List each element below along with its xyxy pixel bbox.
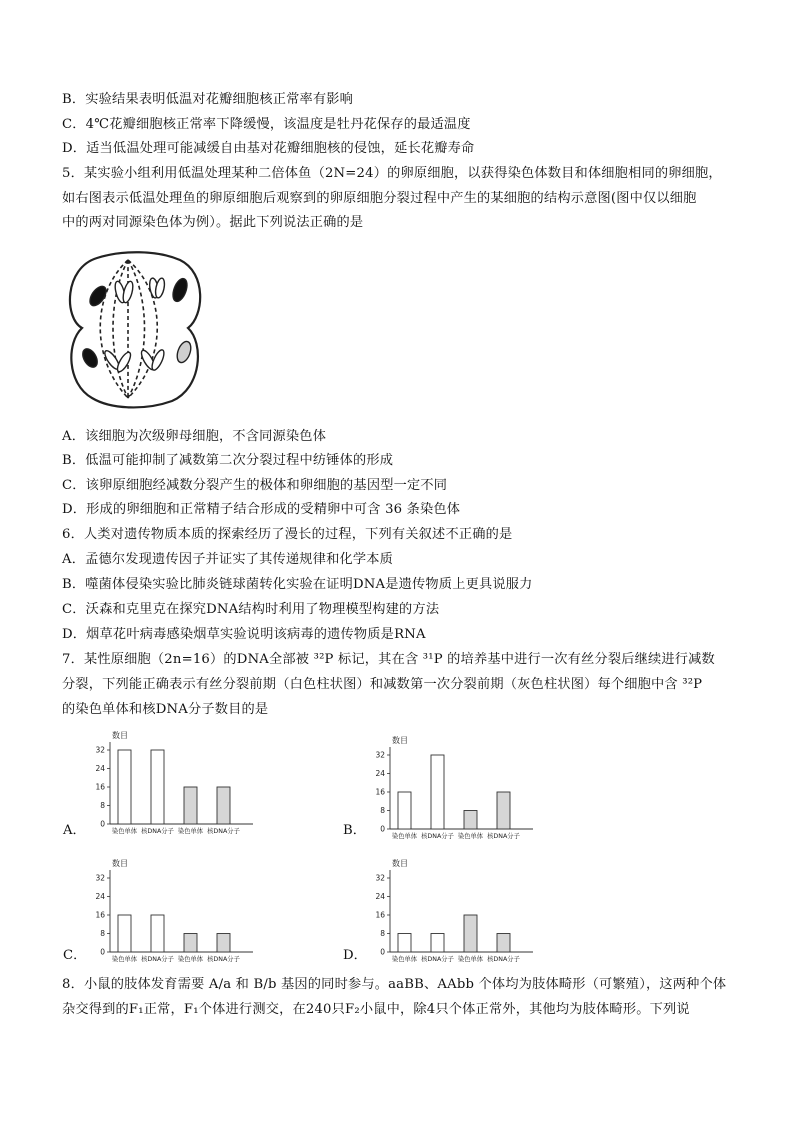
x-tick-label: 染色单体	[457, 956, 484, 963]
q6-option-d: D．烟草花叶病毒感染烟草实验说明该病毒的遗传物质是RNA	[62, 627, 426, 642]
x-tick-label: 染色单体	[391, 833, 418, 840]
x-tick-label: 核DNA分子	[207, 956, 240, 963]
bar	[431, 934, 444, 953]
x-tick-label: 染色单体	[177, 828, 204, 835]
x-tick-label: 染色单体	[111, 956, 138, 963]
bar	[118, 750, 131, 824]
q6-option-c: C．沃森和克里克在探究DNA结构时利用了物理模型构建的方法	[62, 602, 440, 617]
bar	[398, 792, 411, 829]
bar	[464, 915, 477, 952]
bar	[151, 915, 164, 952]
x-tick-label: 染色单体	[111, 828, 138, 835]
y-axis-label: 数目	[112, 859, 128, 868]
x-tick-label: 核DNA分子	[141, 956, 174, 963]
y-tick-label: 32	[375, 750, 385, 760]
y-tick-label: 16	[95, 910, 105, 920]
chart-option-d-label: D．	[343, 948, 367, 963]
y-tick-label: 32	[95, 745, 105, 755]
q6-option-a: A．孟德尔发现遗传因子并证实了其传递规律和化学本质	[62, 552, 394, 567]
bar	[464, 811, 477, 830]
chart-option-b-label: B．	[343, 823, 366, 838]
q6-option-b: B．噬菌体侵染实验比肺炎链球菌转化实验在证明DNA是遗传物质上更具说服力	[62, 577, 533, 592]
q7-stem-line-3: 的染色单体和核DNA分子数目的是	[62, 702, 269, 717]
chart-d	[368, 856, 538, 968]
y-tick-label: 24	[375, 892, 385, 901]
bar	[118, 915, 131, 952]
q4-option-d: D．适当低温处理可能减缓自由基对花瓣细胞核的侵蚀，延长花瓣寿命	[62, 141, 475, 156]
y-tick-label: 0	[100, 819, 105, 829]
y-tick-label: 24	[375, 769, 385, 778]
x-tick-label: 染色单体	[177, 956, 204, 963]
x-tick-label: 核DNA分子	[141, 828, 174, 835]
x-tick-label: 染色单体	[457, 833, 484, 840]
q4-option-c: C．4℃花瓣细胞核正常率下降缓慢，该温度是牡丹花保存的最适温度	[62, 117, 471, 132]
y-tick-label: 8	[380, 806, 385, 815]
q7-stem-line-2: 分裂，下列能正确表示有丝分裂前期（白色柱状图）和减数第一次分裂前期（灰色柱状图）每个细胞中含 ³²P	[62, 677, 703, 692]
bar	[217, 934, 230, 953]
y-tick-label: 32	[375, 873, 385, 883]
chart-b	[368, 733, 538, 845]
y-tick-label: 8	[100, 801, 105, 810]
bar	[217, 787, 230, 824]
chart-c	[88, 856, 258, 968]
bar	[497, 934, 510, 953]
q5-stem-line-1: 5．某实验小组利用低温处理某种二倍体鱼（2N=24）的卵原细胞，以获得染色体数目和体细胞相同的卵细胞，	[62, 166, 722, 181]
q8-stem-line-2: 杂交得到的F₁正常，F₁个体进行测交，在240只F₂小鼠中，除4只个体正常外，其他均为肢体畸形。下列说	[62, 1002, 690, 1017]
x-tick-label: 核DNA分子	[421, 833, 454, 840]
y-tick-label: 16	[375, 910, 385, 920]
cell-division-diagram	[62, 248, 207, 410]
bar	[184, 934, 197, 953]
y-tick-label: 16	[375, 787, 385, 797]
q5-stem-line-2: 如右图表示低温处理鱼的卵原细胞后观察到的卵原细胞分裂过程中产生的某细胞的结构示意图(图中仅以细胞	[62, 191, 697, 206]
bar	[431, 755, 444, 829]
x-tick-label: 核DNA分子	[421, 956, 454, 963]
bar	[151, 750, 164, 824]
q5-option-c: C．该卵原细胞经减数分裂产生的极体和卵细胞的基因型一定不同	[62, 478, 448, 493]
q5-stem-line-3: 中的两对同源染色体为例）。据此下列说法正确的是	[62, 215, 364, 230]
y-tick-label: 24	[95, 892, 105, 901]
q5-option-a: A．该细胞为次级卵母细胞，不含同源染色体	[62, 429, 327, 444]
bar	[184, 787, 197, 824]
q4-option-b: B．实验结果表明低温对花瓣细胞核正常率有影响	[62, 92, 354, 107]
q8-stem-line-1: 8．小鼠的肢体发育需要 A/a 和 B/b 基因的同时参与。aaBB、AAbb 个体均为肢体畸形（可繁殖），这两种个体	[62, 977, 727, 992]
y-tick-label: 16	[95, 782, 105, 792]
chart-option-c-label: C．	[63, 948, 87, 963]
y-tick-label: 8	[380, 929, 385, 938]
y-tick-label: 0	[380, 947, 385, 957]
chart-a	[88, 728, 258, 840]
y-axis-label: 数目	[112, 731, 128, 740]
q6-stem: 6．人类对遗传物质本质的探索经历了漫长的过程，下列有关叙述不正确的是	[62, 527, 513, 542]
x-tick-label: 核DNA分子	[487, 956, 520, 963]
x-tick-label: 核DNA分子	[487, 833, 520, 840]
y-tick-label: 24	[95, 764, 105, 773]
x-tick-label: 核DNA分子	[207, 828, 240, 835]
y-tick-label: 8	[100, 929, 105, 938]
x-tick-label: 染色单体	[391, 956, 418, 963]
q5-option-d: D．形成的卵细胞和正常精子结合形成的受精卵中可含 36 条染色体	[62, 502, 461, 517]
bar	[497, 792, 510, 829]
y-axis-label: 数目	[392, 859, 408, 868]
y-tick-label: 0	[380, 824, 385, 834]
y-axis-label: 数目	[392, 736, 408, 745]
y-tick-label: 32	[95, 873, 105, 883]
chart-option-a-label: A．	[63, 823, 86, 838]
bar	[398, 934, 411, 953]
y-tick-label: 0	[100, 947, 105, 957]
q7-stem-line-1: 7．某性原细胞（2n=16）的DNA全部被 ³²P 标记，其在含 ³¹P 的培养基中进行一次有丝分裂后继续进行减数	[62, 652, 715, 667]
q5-option-b: B．低温可能抑制了减数第二次分裂过程中纺锤体的形成	[62, 453, 394, 468]
